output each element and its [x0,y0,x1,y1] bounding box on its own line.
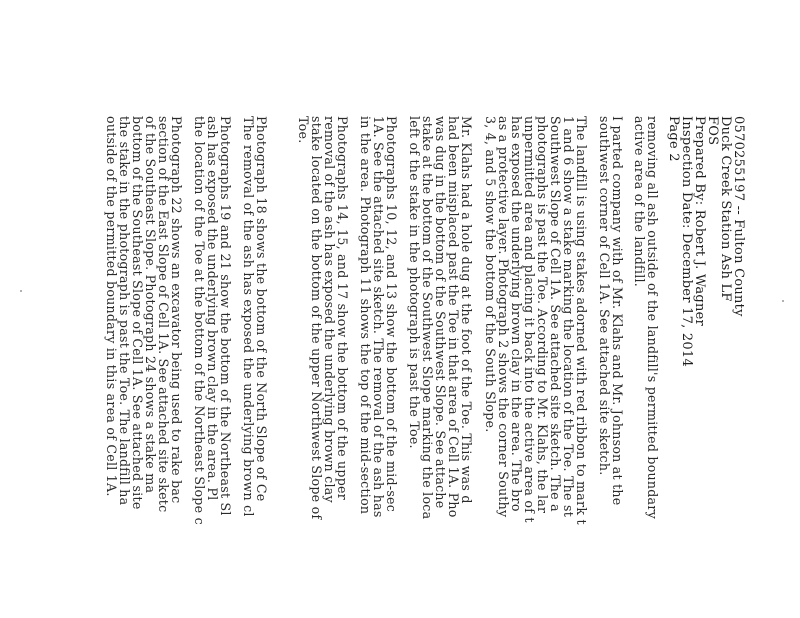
para6-line-1: Photographs 14, 15, and 17 show the bottom of the upper [335,116,350,501]
para3-line-3: Southwest Slope of Cell 1A. See attached site sketch. The a [548,116,563,512]
para7-line-1: Photograph 18 shows the bottom of the North Slope of Ce [254,116,269,502]
para9-line-3: of the Southeast Slope. Photograph 24 shows a stake ma [143,116,158,494]
para3-line-2: 1 and 6 show a stake marking the location of the Toe. The st [561,116,576,518]
para9-line-4: bottom of the Southeast Slope of Cell 1A. See attached site [130,116,145,510]
para9-line-2: section of the East Slope of Cell 1A. See attached site sketc [156,116,171,513]
header-line-2: Duck Creek Station Ash LF [718,116,733,302]
para9-line-6: outside of the permitted boundary in this area of Cell 1A. [104,116,119,497]
header-line-3: FOS [705,116,720,146]
header-line-5: Inspection Date: December 17, 2014 [679,116,694,367]
para4-line-5: left of the stake in the photograph is past the Toe. [407,116,422,449]
para1-line-2: active area of the landfill. [632,116,647,288]
para8-line-2: ash has exposed the underlying brown clay in the area. Pl [205,116,220,501]
para3-line-7: as a protective layer. Photograph 2 shows the corner Southy [496,116,511,518]
para5-line-2: 1A. See the attached site sketch. The removal of the ash has [371,116,386,518]
para7-line-2: The removal of the ash has exposed the underlying brown cl [241,116,256,517]
para9-line-5: the stake in the photograph is past the Toe. The landfill ha [117,116,132,506]
para4-line-1: Mr. Klahs had a hole dug at the foot of the Toe. This was d [459,116,474,504]
scan-speck [782,300,784,302]
para1-line-1: removing all ash outside of the landfill's permitted boundary [645,116,660,519]
para5-line-1: Photographs 10, 12, and 13 show the bottom of the mid-sec [384,116,399,513]
para2-line-2: southwest corner of Cell 1A. See attached site sketch. [597,116,612,476]
para8-line-1: Photographs 19 and 21 show the bottom of the Northeast Sl [218,116,233,516]
para6-line-2: removal of the ash has exposed the underlying brown clay [322,116,337,503]
para3-line-5: unpermitted area and placing it back into the active area of t [522,116,537,523]
header-line-6: Page 2 [666,116,681,162]
para4-line-4: stake at the bottom of the Southwest Slope marking the loca [420,116,435,520]
para4-line-2: had been misplaced past the Toe in that area of Cell 1A. Pho [446,116,461,518]
para3-line-8: 3, 4, and 5 show the bottom of the South Slope. [483,116,498,433]
para3-line-4: photographs is past the Toe. According to Mr. Klahs, the lar [535,116,550,514]
para5-line-3: in the area. Photograph 11 shows the top of the mid-section [358,116,373,515]
para6-line-3: stake located on the bottom of the upper Northwest Slope of [309,116,324,520]
para9-line-1: Photograph 22 shows an excavator being used to rake bac [169,116,184,504]
para6-line-4: Toe. [296,116,311,144]
para8-line-3: the location of the Toe at the bottom of the Northeast Slope c [192,116,207,525]
scan-speck [20,290,22,292]
para3-line-1: The landfill is using stakes adorned with red ribbon to mark t [574,116,589,525]
header-line-1: 0570255197 -- Fulton County [731,116,746,317]
para2-line-1: I parted company with of Mr. Klahs and Mr. Johnson at the [610,116,625,506]
para4-line-3: was dug in the bottom of the Southwest Slope. See attache [433,116,448,509]
para3-line-6: has exposed the underlying brown clay in the area. The bro [509,116,524,512]
header-line-4: Prepared By: Robert J. Wagner [692,116,707,327]
